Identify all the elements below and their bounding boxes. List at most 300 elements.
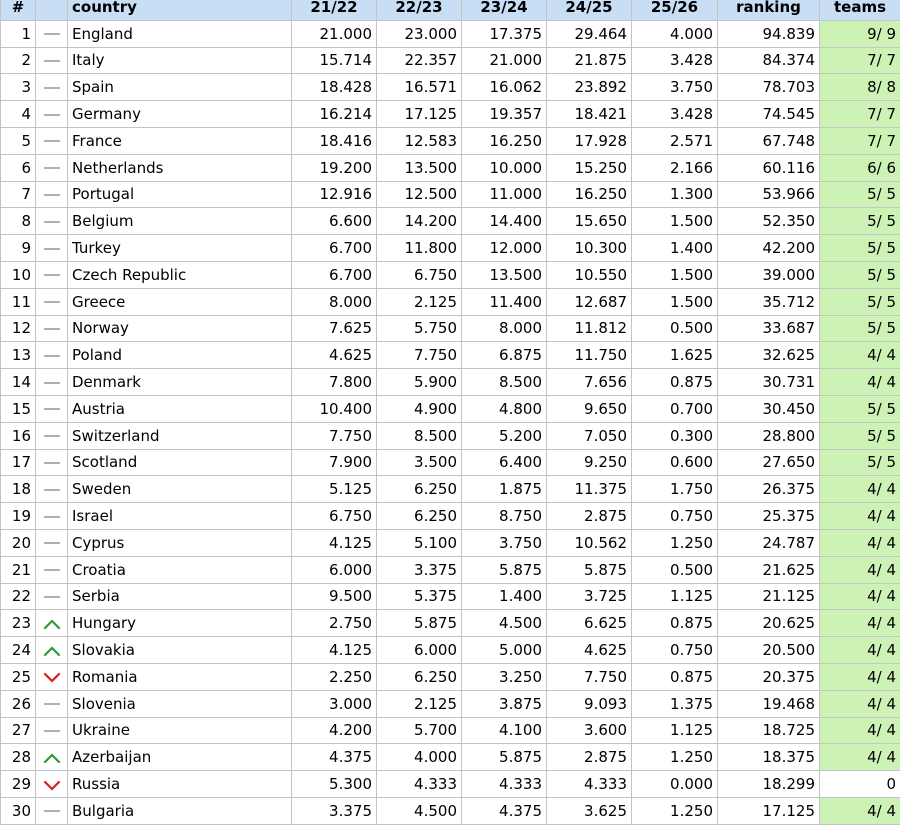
dash-icon (43, 511, 61, 523)
header-season-2324[interactable]: 23/24 (462, 0, 547, 20)
table-row[interactable] (1, 771, 900, 798)
position-cell: 25 (1, 663, 36, 690)
trend-cell (36, 449, 68, 476)
position-cell: 1 (1, 20, 36, 47)
country-cell[interactable]: Hungary (68, 610, 292, 637)
season-2526-cell: 1.750 (632, 476, 718, 503)
position-cell: 10 (1, 261, 36, 288)
ranking-cell: 20.625 (718, 610, 820, 637)
ranking-cell: 17.125 (718, 797, 820, 824)
country-cell[interactable]: Turkey (68, 235, 292, 262)
table-row[interactable] (1, 47, 900, 74)
season-2324-cell: 5.000 (462, 637, 547, 664)
dash-icon (43, 82, 61, 94)
table-row[interactable] (1, 342, 900, 369)
dash-icon (43, 55, 61, 67)
season-2425-cell: 10.300 (547, 235, 632, 262)
position-cell: 17 (1, 449, 36, 476)
season-2425-cell: 9.650 (547, 395, 632, 422)
season-2425-cell: 2.875 (547, 744, 632, 771)
table-row[interactable] (1, 529, 900, 556)
season-2324-cell: 21.000 (462, 47, 547, 74)
trend-cell (36, 771, 68, 798)
trend-cell (36, 288, 68, 315)
position-cell: 13 (1, 342, 36, 369)
season-2526-cell: 0.300 (632, 422, 718, 449)
ranking-cell: 18.725 (718, 717, 820, 744)
ranking-cell: 28.800 (718, 422, 820, 449)
season-2324-cell: 3.250 (462, 663, 547, 690)
trend-cell (36, 422, 68, 449)
season-2425-cell: 4.625 (547, 637, 632, 664)
teams-cell: 5/ 5 (820, 449, 900, 476)
season-2223-cell: 4.000 (377, 744, 462, 771)
country-cell[interactable]: Belgium (68, 208, 292, 235)
teams-cell: 4/ 4 (820, 744, 900, 771)
season-2526-cell: 3.428 (632, 101, 718, 128)
ranking-cell: 18.375 (718, 744, 820, 771)
trend-cell (36, 395, 68, 422)
position-cell: 14 (1, 369, 36, 396)
season-2122-cell: 6.600 (292, 208, 377, 235)
season-2223-cell: 4.500 (377, 797, 462, 824)
season-2122-cell: 4.125 (292, 529, 377, 556)
ranking-cell: 67.748 (718, 127, 820, 154)
season-2122-cell: 21.000 (292, 20, 377, 47)
season-2324-cell: 4.800 (462, 395, 547, 422)
season-2324-cell: 5.875 (462, 744, 547, 771)
season-2223-cell: 12.583 (377, 127, 462, 154)
country-cell[interactable]: Czech Republic (68, 261, 292, 288)
header-ranking[interactable]: ranking (718, 0, 820, 20)
ranking-cell: 18.299 (718, 771, 820, 798)
teams-cell: 5/ 5 (820, 181, 900, 208)
season-2425-cell: 11.812 (547, 315, 632, 342)
season-2122-cell: 12.916 (292, 181, 377, 208)
table-row[interactable] (1, 476, 900, 503)
season-2425-cell: 11.750 (547, 342, 632, 369)
season-2122-cell: 6.000 (292, 556, 377, 583)
season-2122-cell: 5.300 (292, 771, 377, 798)
season-2223-cell: 22.357 (377, 47, 462, 74)
season-2425-cell: 7.656 (547, 369, 632, 396)
teams-cell: 4/ 4 (820, 663, 900, 690)
ranking-cell: 42.200 (718, 235, 820, 262)
header-row (1, 0, 900, 20)
table-row[interactable] (1, 610, 900, 637)
season-2122-cell: 7.750 (292, 422, 377, 449)
dash-icon (43, 243, 61, 255)
season-2425-cell: 3.725 (547, 583, 632, 610)
country-cell[interactable]: Russia (68, 771, 292, 798)
season-2122-cell: 3.000 (292, 690, 377, 717)
season-2324-cell: 6.875 (462, 342, 547, 369)
ranking-cell: 52.350 (718, 208, 820, 235)
position-cell: 30 (1, 797, 36, 824)
trend-cell (36, 127, 68, 154)
header-teams[interactable]: teams (820, 0, 900, 20)
season-2223-cell: 5.375 (377, 583, 462, 610)
teams-cell: 5/ 5 (820, 395, 900, 422)
season-2223-cell: 5.900 (377, 369, 462, 396)
season-2526-cell: 1.500 (632, 208, 718, 235)
country-cell[interactable]: Serbia (68, 583, 292, 610)
table-row[interactable] (1, 583, 900, 610)
season-2425-cell: 15.650 (547, 208, 632, 235)
season-2122-cell: 18.428 (292, 74, 377, 101)
country-cell[interactable]: Italy (68, 47, 292, 74)
season-2223-cell: 6.750 (377, 261, 462, 288)
teams-cell: 4/ 4 (820, 369, 900, 396)
arrow-down-icon (43, 779, 61, 791)
season-2223-cell: 7.750 (377, 342, 462, 369)
season-2425-cell: 6.625 (547, 610, 632, 637)
season-2526-cell: 1.500 (632, 288, 718, 315)
country-cell[interactable]: Azerbaijan (68, 744, 292, 771)
season-2526-cell: 3.750 (632, 74, 718, 101)
season-2122-cell: 7.625 (292, 315, 377, 342)
dash-icon (43, 430, 61, 442)
header-season-2526[interactable]: 25/26 (632, 0, 718, 20)
table-row[interactable] (1, 369, 900, 396)
position-cell: 5 (1, 127, 36, 154)
season-2122-cell: 18.416 (292, 127, 377, 154)
table-row[interactable] (1, 20, 900, 47)
table-row[interactable] (1, 101, 900, 128)
dash-icon (43, 189, 61, 201)
season-2223-cell: 5.700 (377, 717, 462, 744)
dash-icon (43, 537, 61, 549)
table-row[interactable] (1, 556, 900, 583)
country-cell[interactable]: Sweden (68, 476, 292, 503)
season-2223-cell: 8.500 (377, 422, 462, 449)
teams-cell: 4/ 4 (820, 583, 900, 610)
teams-cell: 4/ 4 (820, 476, 900, 503)
dash-icon (43, 698, 61, 710)
country-cell[interactable]: Netherlands (68, 154, 292, 181)
season-2425-cell: 11.375 (547, 476, 632, 503)
table-row[interactable] (1, 154, 900, 181)
season-2223-cell: 5.750 (377, 315, 462, 342)
teams-cell: 4/ 4 (820, 529, 900, 556)
season-2223-cell: 2.125 (377, 690, 462, 717)
season-2122-cell: 2.750 (292, 610, 377, 637)
trend-cell (36, 797, 68, 824)
dash-icon (43, 725, 61, 737)
table-row[interactable] (1, 449, 900, 476)
season-2122-cell: 8.000 (292, 288, 377, 315)
trend-cell (36, 529, 68, 556)
teams-cell: 4/ 4 (820, 797, 900, 824)
season-2324-cell: 5.875 (462, 556, 547, 583)
season-2425-cell: 7.750 (547, 663, 632, 690)
season-2526-cell: 4.000 (632, 20, 718, 47)
country-cell[interactable]: Denmark (68, 369, 292, 396)
season-2324-cell: 11.400 (462, 288, 547, 315)
arrow-up-icon (43, 752, 61, 764)
country-cell[interactable]: Norway (68, 315, 292, 342)
season-2526-cell: 0.600 (632, 449, 718, 476)
season-2526-cell: 1.400 (632, 235, 718, 262)
trend-cell (36, 369, 68, 396)
trend-cell (36, 101, 68, 128)
arrow-up-icon (43, 618, 61, 630)
table-row[interactable] (1, 395, 900, 422)
season-2526-cell: 0.750 (632, 637, 718, 664)
table-row[interactable] (1, 235, 900, 262)
position-cell: 29 (1, 771, 36, 798)
teams-cell: 5/ 5 (820, 208, 900, 235)
trend-cell (36, 154, 68, 181)
season-2122-cell: 4.200 (292, 717, 377, 744)
season-2324-cell: 4.500 (462, 610, 547, 637)
position-cell: 26 (1, 690, 36, 717)
position-cell: 9 (1, 235, 36, 262)
season-2526-cell: 1.125 (632, 717, 718, 744)
season-2122-cell: 7.800 (292, 369, 377, 396)
season-2526-cell: 0.500 (632, 556, 718, 583)
season-2425-cell: 9.093 (547, 690, 632, 717)
country-cell[interactable]: Croatia (68, 556, 292, 583)
table-row[interactable] (1, 127, 900, 154)
trend-cell (36, 74, 68, 101)
dash-icon (43, 216, 61, 228)
position-cell: 4 (1, 101, 36, 128)
table-body (1, 20, 900, 824)
country-cell[interactable]: Austria (68, 395, 292, 422)
season-2324-cell: 6.400 (462, 449, 547, 476)
season-2223-cell: 12.500 (377, 181, 462, 208)
position-cell: 2 (1, 47, 36, 74)
season-2324-cell: 14.400 (462, 208, 547, 235)
position-cell: 23 (1, 610, 36, 637)
table-row[interactable] (1, 422, 900, 449)
season-2526-cell: 1.250 (632, 797, 718, 824)
season-2324-cell: 10.000 (462, 154, 547, 181)
season-2324-cell: 8.500 (462, 369, 547, 396)
dash-icon (43, 135, 61, 147)
arrow-down-icon (43, 671, 61, 683)
country-cell[interactable]: Scotland (68, 449, 292, 476)
dash-icon (43, 162, 61, 174)
season-2526-cell: 1.625 (632, 342, 718, 369)
ranking-cell: 21.125 (718, 583, 820, 610)
season-2425-cell: 4.333 (547, 771, 632, 798)
country-cell[interactable]: Switzerland (68, 422, 292, 449)
position-cell: 16 (1, 422, 36, 449)
position-cell: 22 (1, 583, 36, 610)
ranking-cell: 53.966 (718, 181, 820, 208)
arrow-up-icon (43, 645, 61, 657)
season-2122-cell: 6.700 (292, 235, 377, 262)
trend-cell (36, 181, 68, 208)
country-cell[interactable]: Greece (68, 288, 292, 315)
table-row[interactable] (1, 288, 900, 315)
ranking-cell: 33.687 (718, 315, 820, 342)
teams-cell: 7/ 7 (820, 101, 900, 128)
header-trend (36, 0, 68, 20)
season-2324-cell: 8.000 (462, 315, 547, 342)
table-row[interactable] (1, 663, 900, 690)
season-2425-cell: 3.600 (547, 717, 632, 744)
season-2223-cell: 5.875 (377, 610, 462, 637)
season-2324-cell: 3.875 (462, 690, 547, 717)
header-season-2425[interactable]: 24/25 (547, 0, 632, 20)
header-position[interactable]: # (1, 0, 36, 20)
table-row[interactable] (1, 637, 900, 664)
season-2324-cell: 5.200 (462, 422, 547, 449)
teams-cell: 7/ 7 (820, 47, 900, 74)
table-row[interactable] (1, 503, 900, 530)
teams-cell: 4/ 4 (820, 342, 900, 369)
country-cell[interactable]: Slovenia (68, 690, 292, 717)
season-2526-cell: 1.300 (632, 181, 718, 208)
season-2324-cell: 4.333 (462, 771, 547, 798)
season-2324-cell: 3.750 (462, 529, 547, 556)
dash-icon (43, 28, 61, 40)
teams-cell: 5/ 5 (820, 261, 900, 288)
country-cell[interactable]: Spain (68, 74, 292, 101)
season-2425-cell: 5.875 (547, 556, 632, 583)
table-row[interactable] (1, 74, 900, 101)
season-2122-cell: 16.214 (292, 101, 377, 128)
country-cell[interactable]: England (68, 20, 292, 47)
table-row[interactable] (1, 744, 900, 771)
season-2425-cell: 17.928 (547, 127, 632, 154)
season-2526-cell: 0.700 (632, 395, 718, 422)
table-row[interactable] (1, 181, 900, 208)
season-2223-cell: 11.800 (377, 235, 462, 262)
season-2425-cell: 15.250 (547, 154, 632, 181)
season-2223-cell: 2.125 (377, 288, 462, 315)
season-2425-cell: 18.421 (547, 101, 632, 128)
country-cell[interactable]: Slovakia (68, 637, 292, 664)
season-2425-cell: 23.892 (547, 74, 632, 101)
season-2526-cell: 0.750 (632, 503, 718, 530)
season-2223-cell: 3.375 (377, 556, 462, 583)
season-2324-cell: 16.062 (462, 74, 547, 101)
trend-cell (36, 556, 68, 583)
country-cell[interactable]: Romania (68, 663, 292, 690)
ranking-cell: 27.650 (718, 449, 820, 476)
table-row[interactable] (1, 717, 900, 744)
season-2223-cell: 17.125 (377, 101, 462, 128)
season-2526-cell: 0.875 (632, 369, 718, 396)
season-2122-cell: 4.125 (292, 637, 377, 664)
header-season-2122[interactable]: 21/22 (292, 0, 377, 20)
ranking-cell: 20.375 (718, 663, 820, 690)
season-2122-cell: 4.375 (292, 744, 377, 771)
position-cell: 21 (1, 556, 36, 583)
dash-icon (43, 377, 61, 389)
trend-cell (36, 235, 68, 262)
trend-cell (36, 663, 68, 690)
country-cell[interactable]: Ukraine (68, 717, 292, 744)
country-cell[interactable]: Portugal (68, 181, 292, 208)
table-row[interactable] (1, 797, 900, 824)
teams-cell: 4/ 4 (820, 503, 900, 530)
season-2425-cell: 12.687 (547, 288, 632, 315)
header-season-2223[interactable]: 22/23 (377, 0, 462, 20)
season-2526-cell: 2.571 (632, 127, 718, 154)
season-2324-cell: 8.750 (462, 503, 547, 530)
season-2223-cell: 4.333 (377, 771, 462, 798)
season-2223-cell: 6.000 (377, 637, 462, 664)
season-2223-cell: 6.250 (377, 503, 462, 530)
season-2425-cell: 10.550 (547, 261, 632, 288)
table-row[interactable] (1, 315, 900, 342)
table-row[interactable] (1, 690, 900, 717)
position-cell: 12 (1, 315, 36, 342)
season-2223-cell: 23.000 (377, 20, 462, 47)
teams-cell: 4/ 4 (820, 717, 900, 744)
trend-cell (36, 744, 68, 771)
season-2526-cell: 1.250 (632, 744, 718, 771)
position-cell: 8 (1, 208, 36, 235)
country-cell[interactable]: Cyprus (68, 529, 292, 556)
country-cell[interactable]: Israel (68, 503, 292, 530)
position-cell: 20 (1, 529, 36, 556)
teams-cell: 4/ 4 (820, 690, 900, 717)
season-2324-cell: 17.375 (462, 20, 547, 47)
ranking-cell: 32.625 (718, 342, 820, 369)
season-2223-cell: 6.250 (377, 663, 462, 690)
country-cell[interactable]: Bulgaria (68, 797, 292, 824)
season-2425-cell: 10.562 (547, 529, 632, 556)
teams-cell: 4/ 4 (820, 637, 900, 664)
ranking-cell: 30.731 (718, 369, 820, 396)
season-2324-cell: 4.100 (462, 717, 547, 744)
ranking-cell: 30.450 (718, 395, 820, 422)
season-2526-cell: 1.500 (632, 261, 718, 288)
table-row[interactable] (1, 261, 900, 288)
season-2526-cell: 1.125 (632, 583, 718, 610)
header-country[interactable]: country (68, 0, 292, 20)
trend-cell (36, 583, 68, 610)
season-2526-cell: 3.428 (632, 47, 718, 74)
position-cell: 6 (1, 154, 36, 181)
position-cell: 3 (1, 74, 36, 101)
trend-cell (36, 342, 68, 369)
trend-cell (36, 261, 68, 288)
season-2324-cell: 13.500 (462, 261, 547, 288)
country-cell[interactable]: Poland (68, 342, 292, 369)
teams-cell: 5/ 5 (820, 422, 900, 449)
teams-cell: 6/ 6 (820, 154, 900, 181)
trend-cell (36, 717, 68, 744)
season-2425-cell: 29.464 (547, 20, 632, 47)
ranking-cell: 25.375 (718, 503, 820, 530)
season-2122-cell: 2.250 (292, 663, 377, 690)
season-2122-cell: 6.700 (292, 261, 377, 288)
dash-icon (43, 350, 61, 362)
table-row[interactable] (1, 208, 900, 235)
season-2425-cell: 7.050 (547, 422, 632, 449)
country-cell[interactable]: France (68, 127, 292, 154)
position-cell: 19 (1, 503, 36, 530)
season-2324-cell: 16.250 (462, 127, 547, 154)
season-2324-cell: 1.875 (462, 476, 547, 503)
dash-icon (43, 457, 61, 469)
ranking-cell: 39.000 (718, 261, 820, 288)
season-2324-cell: 4.375 (462, 797, 547, 824)
dash-icon (43, 805, 61, 817)
season-2324-cell: 1.400 (462, 583, 547, 610)
teams-cell: 8/ 8 (820, 74, 900, 101)
season-2324-cell: 11.000 (462, 181, 547, 208)
country-cell[interactable]: Germany (68, 101, 292, 128)
teams-cell: 9/ 9 (820, 20, 900, 47)
